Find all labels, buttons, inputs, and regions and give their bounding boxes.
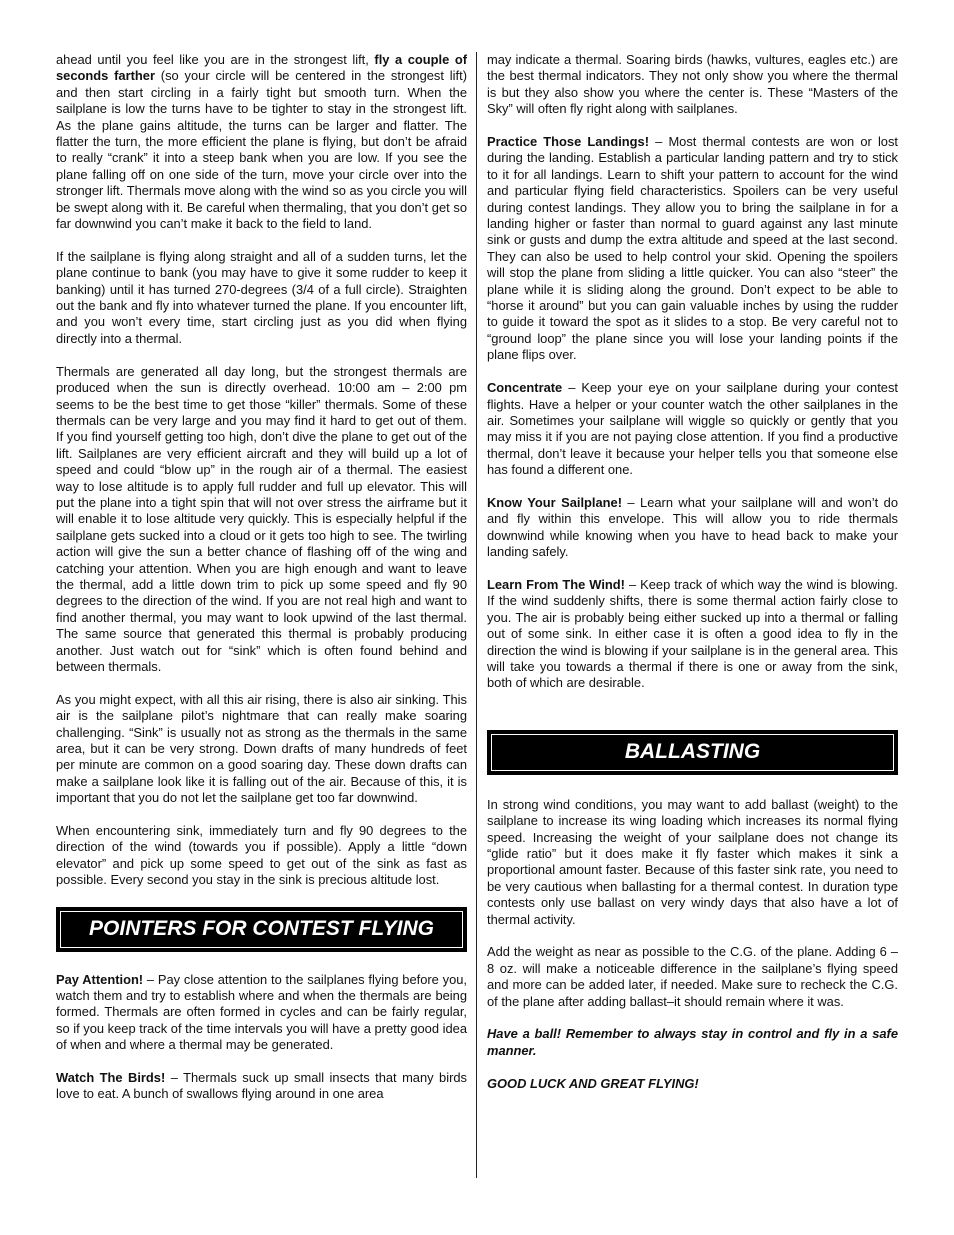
- text: – Keep your eye on your sailplane during your contest flights. Have a helper or your counter watch the other sailplanes in the air. Sometimes your sailplane will wiggle so quickly or gently that you may miss it if you are not paying close attention. If you find a productive thermal, don’t leave it because your helper tells you that someone else has found a different one.: [487, 380, 898, 478]
- paragraph-thermals-generated: Thermals are generated all day long, but the strongest thermals are produced when the sun is directly overhead. 10:00 am – 2:00 pm seems to be the best time to get those “killer” thermals. Some of these thermals can be very large and you may find it hard to get out of them. If you find yourself getting too high, don’t dive the plane to get out of the lift. Sailplanes are very efficient aircraft and they will build up a lot of speed and could “blow up” in the rough air of a thermal. The easiest way to lose altitude is to apply full rudder and full up elevator. This will put the plane into a tight spin that will not over stress the airframe but it will enable it to lose altitude very quickly. This is especially helpful if the sailplane gets sucked into a cloud or it gets too high to see. The twirling action will give the sun a better chance of flashing off of the wing and catching your attention. When you are high enough and want to leave the thermal, add a little down trim to pick up some speed and fly 90 degrees to the direction of the wind. If you are not real high and want to find another thermal, you may want to look upwind of the last thermal. The same source that generated this thermal is probably producing another. Just watch out for “sink” which is often found behind and between thermals.: [56, 363, 467, 674]
- paragraph-sudden-turn: If the sailplane is flying along straight and all of a sudden turns, let the plane continue to bank (you may have to give it some rudder to keep it banking) until it has turned 270-degrees (3/4 of a full circle). Straighten out the bank and fly into whatever turned the plane. If you encounter lift, and you won’t every time, start circling just as you did when flying directly into a thermal.: [56, 248, 467, 346]
- paragraph-lift-circling: [56, 52, 467, 232]
- paragraph-add-weight: Add the weight as near as possible to the C.G. of the plane. Adding 6 – 8 oz. will make a noticeable difference in the sailplane’s flying speed and more can be added later, if needed. Make sure to recheck the C.G. of the plane after adding ballast–it should remain where it was.: [487, 944, 898, 1009]
- paragraph-air-sinking: As you might expect, with all this air rising, there is also air sinking. This air is the sailplane pilot’s nightmare that can really make soaring challenging. “Sink” is usually not as strong as the thermals in the same area, but it can be very strong. Down drafts of many hundreds of feet per minute are common on a good soaring day. These down drafts can make a sailplane look like it is falling out of the air. Because of this, it is important that you do not let the sailplane get too far downwind.: [56, 691, 467, 806]
- heading-text: BALLASTING: [491, 734, 894, 771]
- closing-remark: Have a ball! Remember to always stay in control and fly in a safe manner.: [487, 1026, 898, 1058]
- paragraph-strong-wind: In strong wind conditions, you may want to add ballast (weight) to the sailplane to increase its wing loading which increases its normal flying speed. Increasing the weight of your sailplane does not change its “glide ratio” but it does make it fly faster which makes it sink a proportional amount faster. Because of this faster sink rate, you need to be very cautious when ballasting for a thermal contest. In duration type contests only use ballast on very windy days that also have a lot of thermal activity.: [487, 796, 898, 927]
- paragraph-title: Watch The Birds!: [56, 1070, 166, 1086]
- right-column: [487, 52, 898, 1108]
- text: ahead until you feel like you are in the strongest lift,: [56, 52, 375, 67]
- paragraph-practice-landings: [487, 134, 898, 364]
- paragraph-title: Pay Attention!: [56, 971, 144, 987]
- left-column: [56, 52, 467, 1119]
- paragraph-birds-continued: may indicate a thermal. Soaring birds (hawks, vultures, eagles etc.) are the best thermal indicators. They not only show you where the thermal is but they also show you where the center is. These “Masters of the Sky” will often fly right along with sailplanes.: [487, 52, 898, 117]
- paragraph-watch-birds: [56, 1070, 467, 1103]
- text: – Keep track of which way the wind is blowing. If the wind suddenly shifts, there is some thermal action fairly close to you. The air is probably being either sucked up into a thermal or falling out of some sink. In either case it is often a good idea to fly in the direction the wind is blowing if your sailplane is in the general area. This will take you towards a thermal if there is one or away from the sink, both of which are desirable.: [487, 576, 898, 691]
- paragraph-concentrate: [487, 380, 898, 478]
- text: – Learn what your sailplane will and won’t do and fly within this envelope. This will allow you to ride thermals downwind while knowing when you have to head back to make your landing safely.: [487, 494, 898, 560]
- text: (so your circle will be centered in the strongest lift) and then start circling in a fairly tight but smooth turn. When the sailplane is low the turns have to be tighter to stay in the strongest lift. As the plane gains altitude, the turns can be larger and flatter. The flatter the turn, the more efficient the plane is flying, but don’t be afraid to really “crank” it into a steep bank when you are low. If you see the plane falling off on one side of the turn, move your circle over into the stronger lift. Thermals move along with the wind so as you circle you will be swept along with it. Be careful when thermaling, that you don’t get so far downwind you can’t make it back to the field to land.: [56, 68, 468, 232]
- section-heading-ballasting: [487, 730, 898, 775]
- paragraph-title: Concentrate: [487, 380, 563, 396]
- heading-text: POINTERS FOR CONTEST FLYING: [60, 911, 463, 948]
- section-heading-contest: [56, 907, 467, 952]
- emphasis-text: fly a couple of seconds farther: [56, 52, 467, 84]
- paragraph-encountering-sink: When encountering sink, immediately turn and fly 90 degrees to the direction of the wind (towards you if possible). Apply a little “down elevator” and pick up some speed to get out of the sink as fast as possible. Every second you stay in the sink is precious altitude lost.: [56, 823, 467, 888]
- paragraph-title: Learn From The Wind!: [487, 576, 625, 592]
- paragraph-know-sailplane: [487, 495, 898, 561]
- column-divider: [476, 52, 477, 1178]
- text: – Pay close attention to the sailplanes flying before you, watch them and try to establish where and when the thermals are being formed. Thermals are often formed in cycles and can be fairly regular, so if you keep track of the time intervals you will have a pretty good idea of when and where a thermal may be generated.: [56, 971, 467, 1053]
- closing-good-luck: GOOD LUCK AND GREAT FLYING!: [487, 1075, 699, 1091]
- paragraph-pay-attention: [56, 972, 467, 1054]
- paragraph-title: Practice Those Landings!: [487, 134, 649, 150]
- text: – Most thermal contests are won or lost during the landing. Establish a particular landing pattern and try to stick to it for all landings. Learn to shift your pattern to account for the wind and particular flying field characteristics. Spoilers can be very useful during contest landings. They allow you to bring the sailplane in for a landing higher or faster than normal to guard against any last minute sink or gusts and dump the extra altitude and speed at the last second. They can also be used to help control your skid. Opening the spoilers will stop the plane from sliding a little quicker. You can also “steer” the plane while it is sliding along the ground. Don’t expect to be able to “horse it around” but you can gain valuable inches by using the rudder to guide it toward the spot as it slides to a stop. Be very careful not to “ground loop” the plane since you will lose your landing points if the plane flips over.: [487, 134, 899, 363]
- text: – Thermals suck up small insects that many birds love to eat. A bunch of swallows flying around in one area: [56, 1070, 467, 1102]
- paragraph-title: Know Your Sailplane!: [487, 494, 622, 510]
- paragraph-learn-wind: [487, 577, 898, 692]
